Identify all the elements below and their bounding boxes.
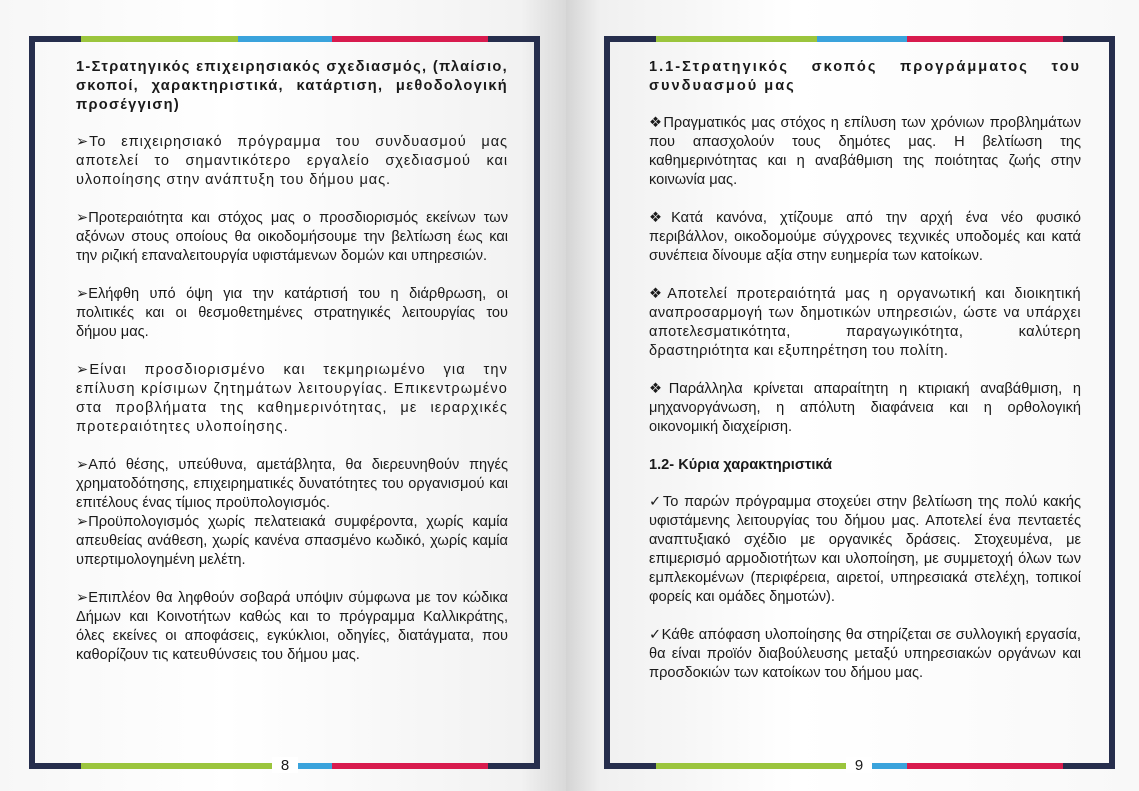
- left-section-heading: 1-Στρατηγικός επιχειρησιακός σχεδιασμός, (πλαίσιο, σκοποί, χαρακτηριστικά, κατάρτιση, μεθοδολογική προσέγγιση): [76, 59, 508, 113]
- left-paragraph-5: ➢Από θέσης, υπεύθυνα, αμετάβλητα, θα διερευνηθούν πηγές χρηματοδότησης, επιχειρηματικές δυνατότητες του οργανισμού και επιτέλους ένας τίμιος προϋπολογισμός.: [76, 457, 508, 511]
- left-paragraph-3: ➢Ελήφθη υπό όψη για την κατάρτισή του η διάρθρωση, οι πολιτικές και οι θεσμοθετημένες στρατηγικές λειτουργίας του δήμου μας.: [76, 286, 508, 340]
- right-bottom-stripe-green: [656, 763, 846, 769]
- right-bottom-stripe-blue: [872, 763, 907, 769]
- right-section-heading-1: 1.1-Στρατηγικός σκοπός προγράμματος του συνδυασμού μας: [649, 59, 1081, 94]
- right-top-stripe-green: [656, 36, 817, 42]
- right-paragraph-5: ✓Το παρών πρόγραμμα στοχεύει στην βελτίωση της πολύ κακής υφιστάμενης λειτουργίας του δήμου μας. Αποτελεί ένα πενταετές αναπτυξιακό σχέδιο με οργανικές δράσεις. Στοχευμένα, με επιμερισμό αρμοδιοτήτων και υλοποίηση, με συμμετοχή όλων των εμπλεκομένων (περιφέρεια, αιρετοί, υπηρεσιακά στελέχη, τοπικοί φορείς και ομάδες δημοτών).: [649, 494, 1081, 605]
- right-section-heading-2: 1.2- Κύρια χαρακτηριστικά: [649, 457, 833, 473]
- right-page-number: 9: [854, 757, 864, 774]
- right-paragraph-1: ❖Πραγματικός μας στόχος η επίλυση των χρόνιων προβλημάτων που απασχολούν τους δημότες μας. Η βελτίωση της καθημερινότητας και η αναβάθμιση της ποιότητας ζωής στην κοινωνία μας.: [649, 115, 1081, 188]
- left-bottom-stripe-green: [81, 763, 272, 769]
- left-page-content: [76, 58, 508, 665]
- left-bottom-stripe-blue: [298, 763, 332, 769]
- right-page-content: [649, 58, 1081, 683]
- right-top-stripe-red: [907, 36, 1063, 42]
- left-paragraph-1: ➢Το επιχειρησιακό πρόγραμμα του συνδυασμού μας αποτελεί το σημαντικότερο εργαλείο σχεδιασμού και υλοποίησης στην ανάπτυξη του δήμου μας.: [76, 134, 508, 188]
- right-paragraph-6: ✓Κάθε απόφαση υλοποίησης θα στηρίζεται σε συλλογική εργασία, θα είναι προϊόν διαβούλευσης μεταξύ υπηρεσιακών οργάνων και προσδοκιών των κατοίκων του δήμου μας.: [649, 627, 1081, 681]
- right-paragraph-4: ❖Παράλληλα κρίνεται απαραίτητη η κτιριακή αναβάθμιση, η μηχανοργάνωση, η απόλυτη διαφάνεια και η ορθολογική οικονομική διαχείριση.: [649, 381, 1081, 435]
- right-top-stripe-blue: [817, 36, 907, 42]
- left-top-stripe-green: [81, 36, 238, 42]
- left-top-stripe-red: [332, 36, 488, 42]
- left-paragraph-6: ➢Προϋπολογισμός χωρίς πελατειακά συμφέροντα, χωρίς καμία απευθείας ανάθεση, χωρίς κανένα σπασμένο κωδικό, χωρίς καμία υπερτιμολογημένη μελέτη.: [76, 514, 508, 568]
- left-paragraph-7: ➢Επιπλέον θα ληφθούν σοβαρά υπόψιν σύμφωνα με τον κώδικα Δήμων και Κοινοτήτων καθώς και το πρόγραμμα Καλλικράτης, όλες εκείνες οι αποφάσεις, εγκύκλιοι, οδηγίες, διατάγματα, που καθορίζουν τις κατευθύνσεις του δήμου μας.: [76, 590, 508, 663]
- left-top-stripe-blue: [238, 36, 332, 42]
- right-paragraph-3: ❖Αποτελεί προτεραιότητά μας η οργανωτική και διοικητική αναπροσαρμογή των δημοτικών υπηρεσιών, ώστε να υπάρχει αποτελεσματικότητα, παραγωγικότητα, καλύτερη δραστηριότητα και εξυπηρέτηση του πολίτη.: [649, 286, 1081, 359]
- left-page-number: 8: [280, 757, 290, 774]
- right-paragraph-2: ❖Κατά κανόνα, χτίζουμε από την αρχή ένα νέο φυσικό περιβάλλον, οικοδομούμε σύγχρονες τεχνικές υποδομές και κατά συνέπεια δίνουμε αξία στην ευημερία των κατοίκων.: [649, 210, 1081, 264]
- left-bottom-stripe-red: [332, 763, 488, 769]
- right-bottom-stripe-red: [907, 763, 1063, 769]
- left-paragraph-2: ➢Προτεραιότητα και στόχος μας ο προσδιορισμός εκείνων των αξόνων στους οποίους θα οικοδομήσουμε την βελτίωση έως και την ριζική επαναλειτουργία υφιστάμενων δομών και υπηρεσιών.: [76, 210, 508, 264]
- left-paragraph-4: ➢Είναι προσδιορισμένο και τεκμηριωμένο για την επίλυση κρίσιμων ζητημάτων λειτουργίας. Επικεντρωμένο στα προβλήματα της καθημερινότητας, με ιεραρχικές προτεραιότητες υλοποίησης.: [76, 362, 508, 435]
